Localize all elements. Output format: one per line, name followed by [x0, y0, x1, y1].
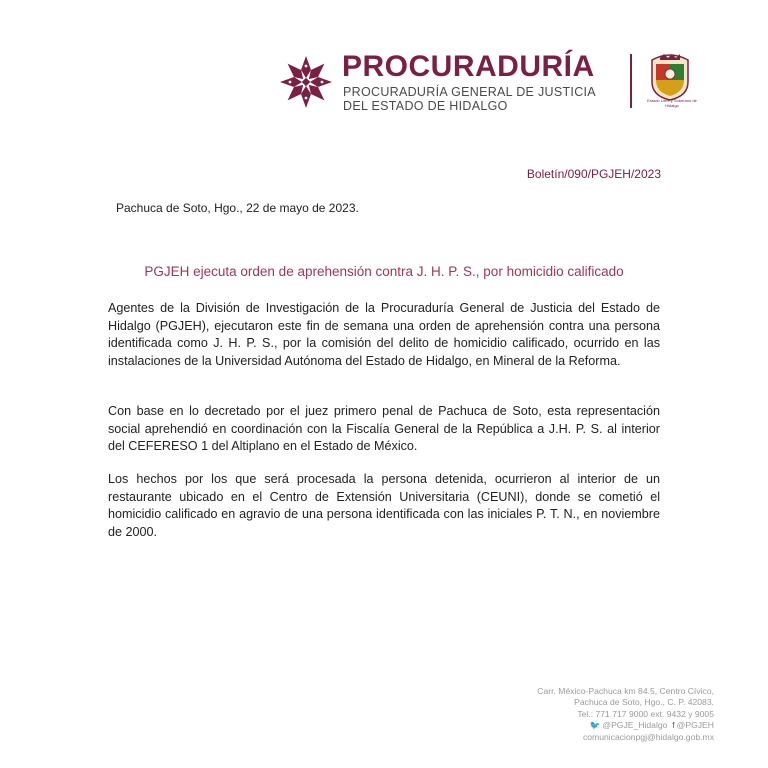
twitter-icon: 🐦 [589, 720, 601, 731]
twitter-handle[interactable]: @PGJE_Hidalgo [602, 720, 668, 731]
facebook-icon: f [672, 720, 675, 731]
footer-email[interactable]: comunicacionpgj@hidalgo.gob.mx [582, 731, 714, 742]
brand-subtitle-line1: PROCURADURÍA GENERAL DE JUSTICIA [343, 85, 596, 99]
footer-phone: Tel.: 771 717 9000 ext. 9432 y 9005 [577, 708, 714, 719]
footer-contact [537, 686, 714, 743]
body-paragraph: Con base en lo decretado por el juez primero penal de Pachuca de Soto, esta representación social aprehendió en coordinación con la Fiscalía General de la República a J.H. P. S. al interior del CEFERESO 1 del Altiplano en el Estado de México. [108, 404, 660, 454]
brand-subtitle-line2: DEL ESTADO DE HIDALGO [343, 99, 508, 113]
seal-caption: Estado Libre y Soberano de Hidalgo [647, 98, 697, 108]
footer-address-line1: Carr. México-Pachuca km 84.5, Centro Cívico, [537, 686, 714, 696]
footer-social [537, 720, 714, 731]
footer-address-line2: Pachuca de Soto, Hgo., C. P. 42083. [574, 697, 714, 708]
place-date: Pachuca de Soto, Hgo., 22 de mayo de 2023. [116, 201, 359, 215]
body-paragraph: Los hechos por los que será procesada la persona detenida, ocurrieron al interior de un restaurante ubicado en el Centro de Extensión Universitaria (CEUNI), donde se cometió el homicidio calificado en agravio de una persona identificada con las iniciales P. T. N., en noviembre de 2000. [108, 472, 660, 539]
header-divider [630, 54, 632, 108]
bulletin-id: Boletín/090/PGJEH/2023 [526, 167, 661, 181]
letterhead [278, 48, 718, 113]
star-logo-icon [278, 54, 334, 110]
facebook-handle[interactable]: @PGJEH [676, 720, 714, 731]
headline: PGJEH ejecuta orden de aprehensión contra J. H. P. S., por homicidio calificado [144, 264, 624, 279]
brand-title: PROCURADURÍA [342, 50, 595, 83]
body-paragraph: Agentes de la División de Investigación de la Procuraduría General de Justicia del Estado de Hidalgo (PGJEH), ejecutaron este fin de semana una orden de aprehensión contra una persona identificada como J. H. P. S., por la comisión del delito de homicidio calificado, ocurrido en las instalaciones de la Universidad Autónoma del Estado de Hidalgo, en Mineral de la Reforma. [108, 301, 660, 368]
